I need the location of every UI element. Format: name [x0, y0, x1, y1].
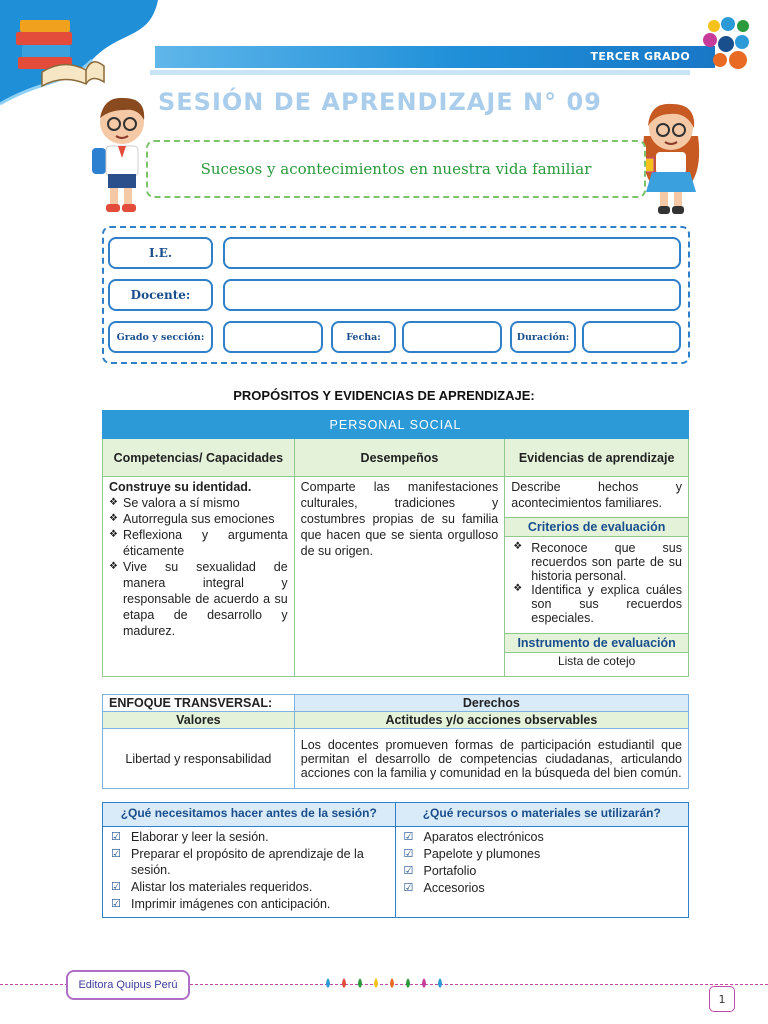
teacher-label: Docente: [108, 279, 213, 311]
ie-label: I.E. [108, 237, 213, 269]
list-item: ❖ Autorregula sus emociones [109, 511, 288, 527]
duration-field[interactable] [582, 321, 681, 353]
list-item: ❖ Vive su sexualidad de manera integral y responsable de acuerdo a su etapa de desarrollo y madurez. [109, 559, 288, 639]
competency-title: Construye su identidad. [109, 480, 252, 494]
date-field[interactable] [402, 321, 502, 353]
value-cell: Libertad y responsabilidad [103, 729, 295, 789]
preparation-table [102, 802, 689, 918]
session-topic: Sucesos y acontecimientos en nuestra vida familiar [200, 160, 592, 178]
books-icon [14, 12, 106, 88]
list-item: ☑ Alistar los materiales requeridos. [109, 879, 389, 895]
list-item: ☑ Accesorios [402, 880, 683, 896]
actions-heading: Actitudes y/o acciones observables [294, 712, 688, 729]
before-session-list [103, 827, 395, 917]
list-item: ❖ Identifica y explica cuáles son sus recuerdos especiales. [513, 583, 682, 625]
evidence-text: Describe hechos y acontecimientos familiares. [511, 480, 682, 510]
date-label: Fecha: [331, 321, 396, 353]
criteria-list [505, 537, 688, 633]
list-item: ☑ Papelote y plumones [402, 846, 683, 862]
values-heading: Valores [103, 712, 295, 729]
decorative-drops-icon [322, 976, 446, 992]
competencies-cell [103, 477, 295, 677]
area-header: PERSONAL SOCIAL [103, 411, 689, 439]
list-item: ☑ Elaborar y leer la sesión. [109, 829, 389, 845]
grade-section-label: Grado y sección: [108, 321, 213, 353]
session-title: SESIÓN DE APRENDIZAJE N° 09 [158, 88, 602, 116]
list-item: ❖ Reconoce que sus recuerdos son parte de su historia personal. [513, 541, 682, 583]
action-cell: Los docentes promueven formas de participación estudiantil que permitan el desarrollo de competencias ciudadanas, articulando acciones con la familia y comunidad en la búsqueda del bien común. [294, 729, 688, 789]
evidence-cell [505, 477, 689, 677]
purposes-table [102, 410, 689, 677]
topic-box [146, 140, 646, 198]
grade-section-field[interactable] [223, 321, 323, 353]
ie-field[interactable] [223, 237, 681, 269]
enfoque-label: ENFOQUE TRANSVERSAL: [103, 695, 295, 712]
col-competencies: Competencias/ Capacidades [103, 439, 295, 477]
col-evidence: Evidencias de aprendizaje [505, 439, 689, 477]
list-item: ☑ Imprimir imágenes con anticipación. [109, 896, 389, 912]
criteria-heading: Criterios de evaluación [505, 517, 688, 537]
enfoque-name: Derechos [294, 695, 688, 712]
materials-list [396, 827, 689, 901]
before-session-heading: ¿Qué necesitamos hacer antes de la sesión? [103, 803, 396, 827]
teacher-field[interactable] [223, 279, 681, 311]
instrument-value: Lista de cotejo [557, 654, 636, 668]
list-item: ☑ Aparatos electrónicos [402, 829, 683, 845]
list-item: ☑ Portafolio [402, 863, 683, 879]
boy-student-icon [88, 92, 154, 214]
list-item: ❖ Se valora a sí mismo [109, 495, 288, 511]
instrument-heading: Instrumento de evaluación [505, 633, 688, 653]
performance-cell: Comparte las manifestaciones culturales, tradiciones y costumbres propias de su familia que hacen que se sienta orgulloso de su origen. [294, 477, 505, 677]
col-performance: Desempeños [294, 439, 505, 477]
color-dots-icon [698, 14, 758, 70]
page-number: 1 [709, 986, 735, 1012]
materials-cell [395, 827, 689, 918]
capacities-list [109, 495, 288, 639]
publisher-badge: Editora Quipus Perú [66, 970, 190, 1000]
girl-student-icon [636, 96, 706, 216]
before-session-cell [103, 827, 396, 918]
list-item: ☑ Preparar el propósito de aprendizaje de la sesión. [109, 846, 389, 878]
duration-label: Duración: [510, 321, 576, 353]
purposes-heading: PROPÓSITOS Y EVIDENCIAS DE APRENDIZAJE: [233, 388, 535, 403]
grade-label: TERCER GRADO [590, 50, 690, 63]
header-stripe [150, 70, 690, 75]
enfoque-table [102, 694, 689, 789]
materials-heading: ¿Qué recursos o materiales se utilizarán? [395, 803, 689, 827]
list-item: ❖ Reflexiona y argumenta éticamente [109, 527, 288, 559]
